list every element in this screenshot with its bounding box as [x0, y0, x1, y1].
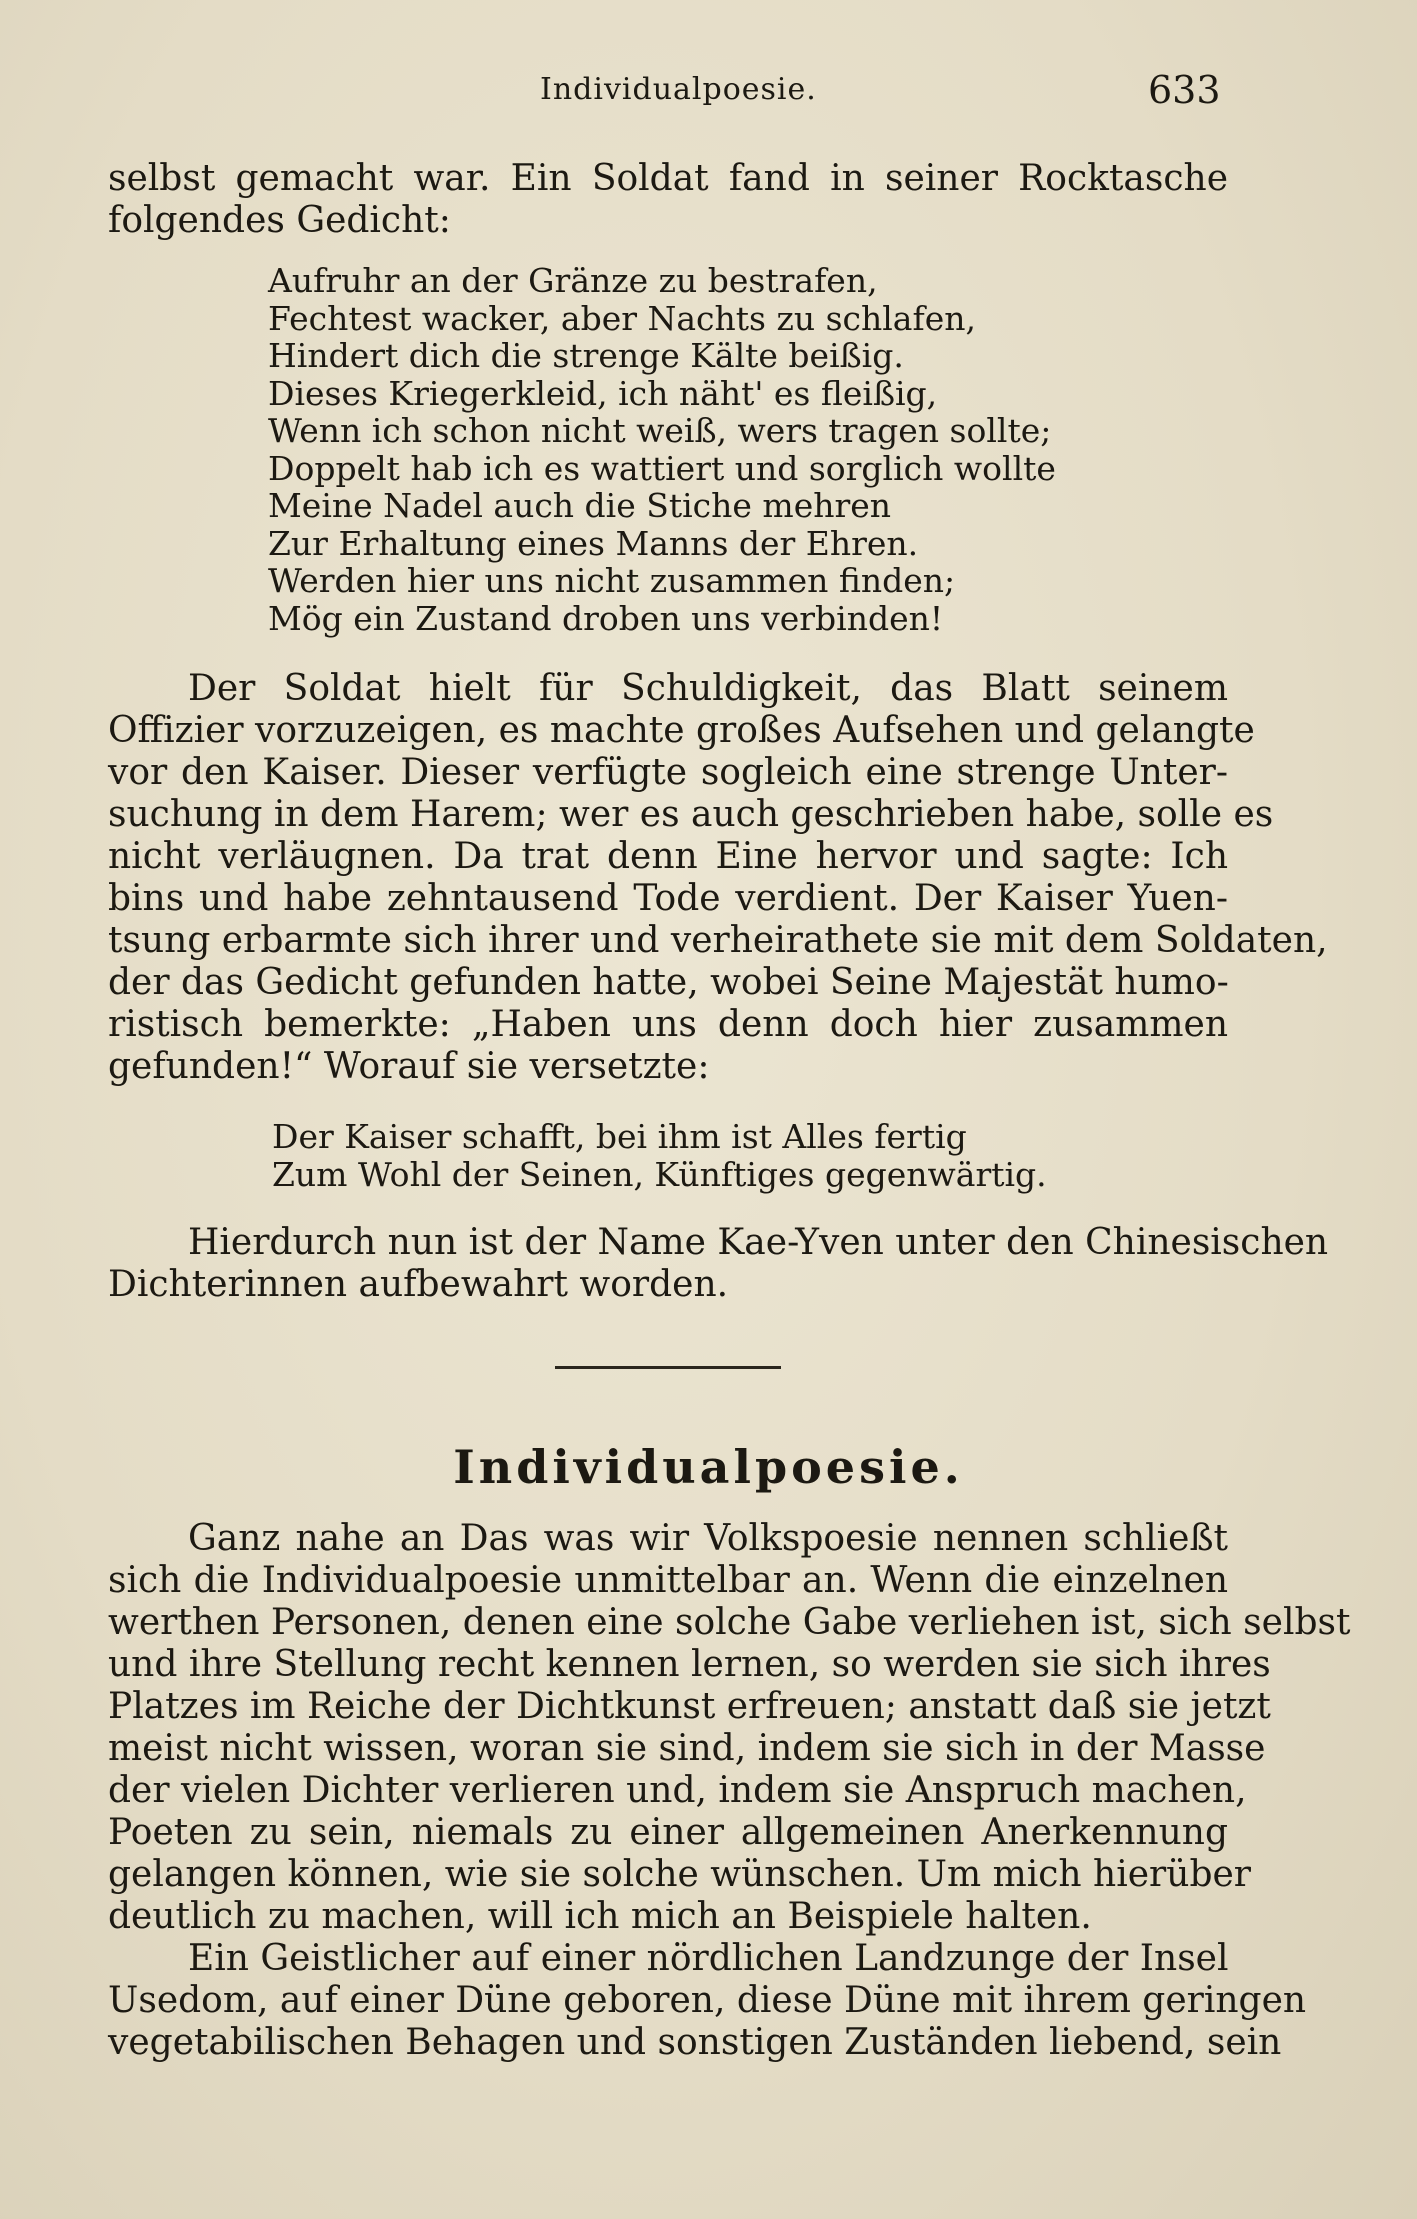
text-line: deutlich zu machen, will ich mich an Beispiele halten. — [108, 1896, 1092, 1937]
poem-line: Mög ein Zustand droben uns verbinden! — [268, 598, 944, 638]
poem-line: Zur Erhaltung eines Manns der Ehren. — [268, 523, 919, 563]
text-line: Der Soldat hielt für Schuldigkeit, das Blatt seinem — [188, 668, 1228, 709]
page-number: 633 — [1148, 68, 1221, 112]
paragraph-5 — [108, 1938, 1307, 2064]
text-line: sich die Individualpoesie unmittelbar an. Wenn die einzelnen — [108, 1560, 1228, 1601]
text-line: meist nicht wissen, woran sie sind, indem sie sich in der Masse — [108, 1728, 1266, 1769]
text-line: Hierdurch nun ist der Name Kae-Yven unter den Chinesischen — [188, 1222, 1329, 1263]
poem-line: Dieses Kriegerkleid, ich näht' es fleißig, — [268, 373, 938, 413]
paragraph-1 — [108, 158, 1228, 242]
poem-line: Hindert dich die strenge Kälte beißig. — [268, 336, 904, 375]
text-line: Poeten zu sein, niemals zu einer allgemeinen Anerkennung — [108, 1812, 1228, 1853]
text-line: Usedom, auf einer Düne geboren, diese Düne mit ihrem geringen — [108, 1980, 1307, 2021]
running-title: Individualpoesie. — [540, 72, 817, 107]
poem-line: Werden hier uns nicht zusammen finden; — [268, 561, 956, 600]
text-line: Ein Geistlicher auf einer nördlichen Landzunge der Insel — [188, 1938, 1229, 1979]
poem-line: Wenn ich schon nicht weiß, wers tragen sollte; — [268, 411, 1052, 450]
paragraph-2 — [108, 668, 1328, 1088]
text-line: selbst gemacht war. Ein Soldat fand in seiner Rocktasche — [108, 158, 1228, 199]
section-divider — [555, 1366, 781, 1369]
poem-line: Fechtest wacker, aber Nachts zu schlafen, — [268, 298, 976, 338]
text-line: Offizier vorzuzeigen, es machte großes Aufsehen und gelangte — [108, 710, 1255, 751]
poem-line: Der Kaiser schafft, bei ihm ist Alles fertig — [272, 1117, 967, 1156]
text-line: werthen Personen, denen eine solche Gabe verliehen ist, sich selbst — [108, 1602, 1351, 1643]
text-line: Platzes im Reiche der Dichtkunst erfreuen; anstatt daß sie jetzt — [108, 1686, 1271, 1727]
text-line: nicht verläugnen. Da trat denn Eine hervor und sagte: Ich — [108, 836, 1228, 877]
text-line: gelangen können, wie sie solche wünschen. Um mich hierüber — [108, 1854, 1251, 1895]
text-line: bins und habe zehntausend Tode verdient. Der Kaiser Yuen- — [108, 878, 1228, 919]
poem-line: Meine Nadel auch die Stiche mehren — [268, 486, 892, 525]
text-line: und ihre Stellung recht kennen lernen, so werden sie sich ihres — [108, 1644, 1271, 1685]
paragraph-4 — [108, 1518, 1351, 1938]
text-line: vegetabilischen Behagen und sonstigen Zuständen liebend, sein — [108, 2022, 1282, 2063]
text-line: ristisch bemerkte: „Haben uns denn doch hier zusammen — [108, 1004, 1228, 1045]
text-line: suchung in dem Harem; wer es auch geschrieben habe, solle es — [108, 794, 1274, 835]
text-line: tsung erbarmte sich ihrer und verheirathete sie mit dem Soldaten, — [108, 920, 1328, 961]
poem-line: Zum Wohl der Seinen, Künftiges gegenwärtig. — [272, 1154, 1047, 1194]
poem-line: Doppelt hab ich es wattiert und sorglich wollte — [268, 448, 1056, 488]
text-line: Dichterinnen aufbewahrt worden. — [108, 1264, 729, 1305]
text-line: vor den Kaiser. Dieser verfügte sogleich eine strenge Unter- — [108, 752, 1228, 793]
text-line: gefunden!“ Worauf sie versetzte: — [108, 1046, 710, 1087]
text-line: der vielen Dichter verlieren und, indem sie Anspruch machen, — [108, 1770, 1247, 1811]
section-heading: Individualpoesie. — [453, 1440, 964, 1494]
poem-2 — [272, 1118, 1047, 1193]
text-line: folgendes Gedicht: — [108, 200, 451, 241]
running-head — [0, 68, 1417, 122]
text-line: der das Gedicht gefunden hatte, wobei Seine Majestät humo- — [108, 962, 1229, 1003]
poem-1 — [268, 262, 1056, 637]
paragraph-3 — [108, 1222, 1329, 1306]
text-line: Ganz nahe an Das was wir Volkspoesie nennen schließt — [188, 1518, 1228, 1559]
poem-line: Aufruhr an der Gränze zu bestrafen, — [268, 261, 878, 300]
